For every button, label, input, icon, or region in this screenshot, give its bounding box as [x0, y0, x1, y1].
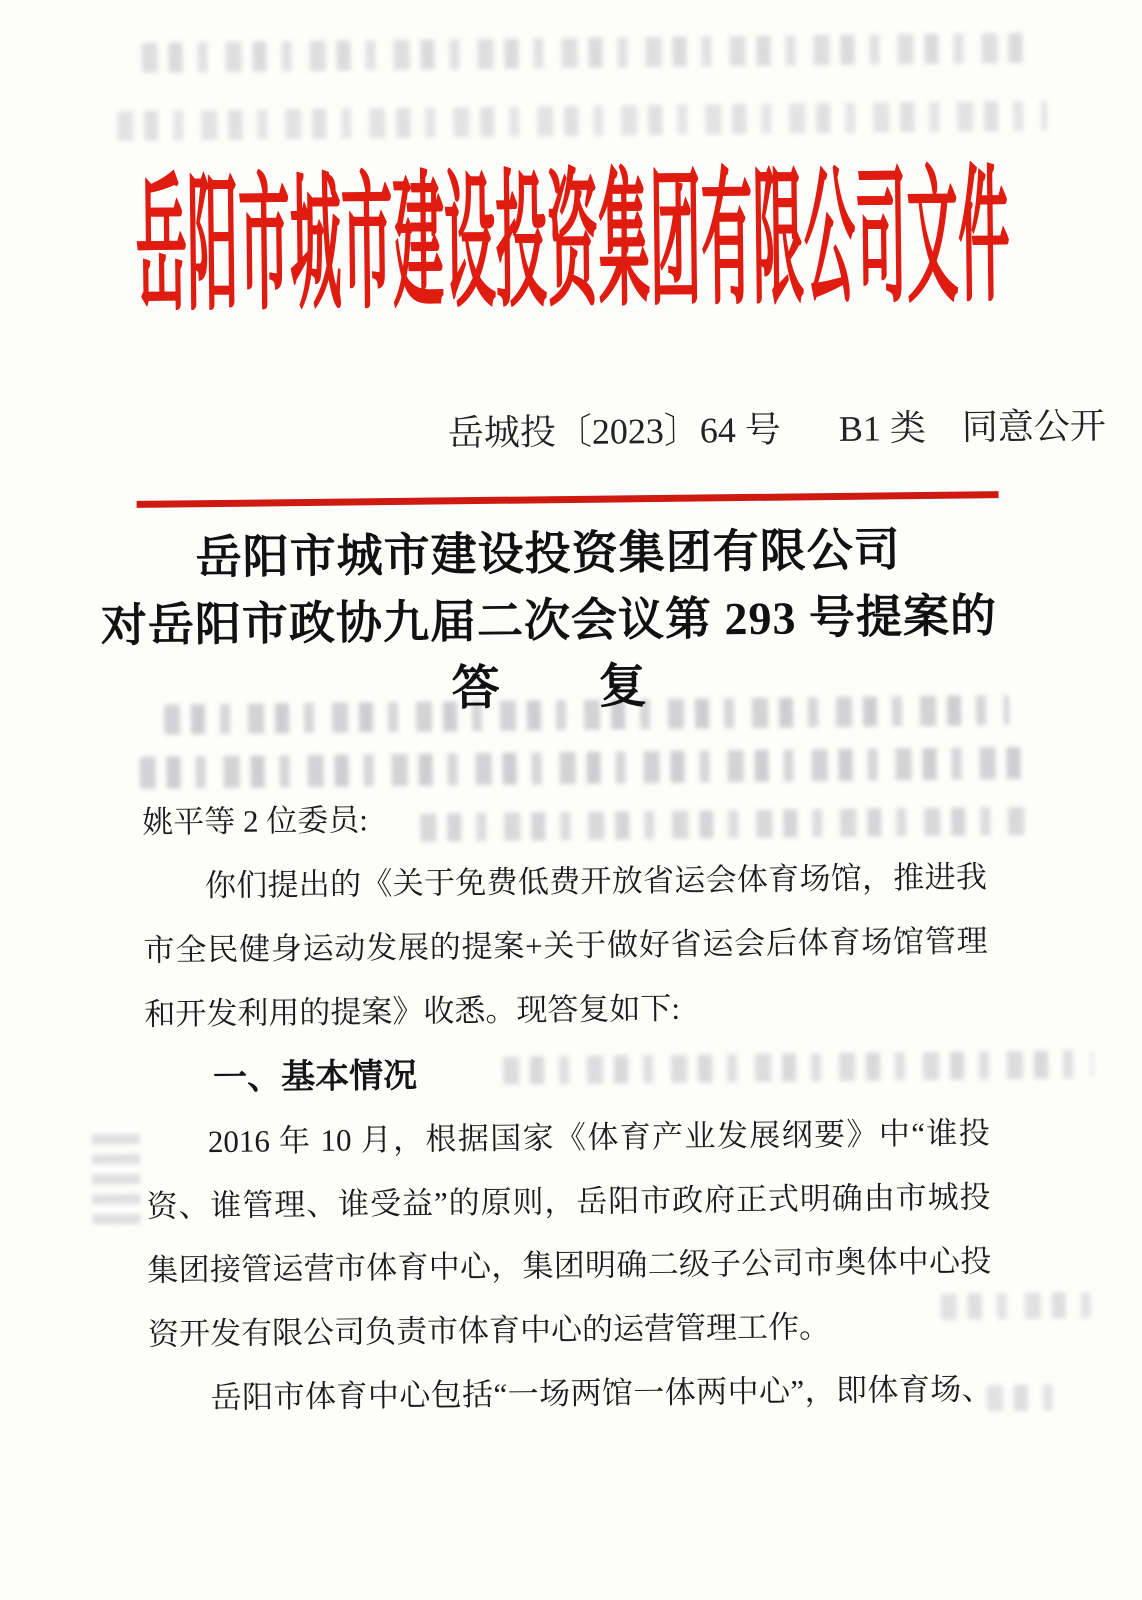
classification-label: B1 类 同意公开: [838, 405, 1107, 449]
body-line: 你们提出的《关于免费低费开放省运会体育场馆，推进我: [204, 859, 988, 904]
body-line: 资、谁管理、谁受益”的原则，岳阳市政府正式明确由市城投: [146, 1179, 991, 1224]
document-body: [142, 781, 993, 1431]
section-heading: 一、基本情况: [212, 1056, 418, 1098]
document-title-line-1: 岳阳市城市建设投资集团有限公司: [195, 524, 901, 584]
bleed-through-text: [117, 101, 1047, 142]
body-line: 集团接管运营市体育中心，集团明确二级子公司市奥体中心投: [147, 1243, 992, 1288]
document-title: [47, 515, 1051, 727]
document-number-line: [448, 398, 1107, 456]
body-line: 2016 年 10 月，根据国家《体育产业发展纲要》中“谁投: [207, 1115, 991, 1160]
salutation-line: 姚平等 2 位委员:: [142, 802, 369, 840]
body-line: 和开发利用的提案》收悉。现答复如下:: [144, 990, 681, 1032]
bleed-through-text: [92, 1129, 141, 1225]
document-number: 岳城投〔2023〕64 号: [447, 409, 782, 454]
bleed-through-text: [987, 1384, 1062, 1411]
red-divider-rule: [137, 491, 999, 508]
letterhead-org-title: 岳阳市城市建设投资集团有限公司文件: [134, 155, 1011, 330]
body-line: 岳阳市体育中心包括“一场两馆一体两中心”，即体育场、: [210, 1371, 993, 1416]
document-title-line-3: 答 复: [451, 660, 649, 716]
bleed-through-text: [141, 33, 1031, 73]
body-line: 资开发有限公司负责市体育中心的运营管理工作。: [147, 1309, 831, 1352]
body-line: 市全民健身运动发展的提案+关于做好省运会后体育场馆管理: [143, 923, 988, 968]
document-title-line-2: 对岳阳市政协九届二次会议第 293 号提案的: [100, 590, 998, 652]
